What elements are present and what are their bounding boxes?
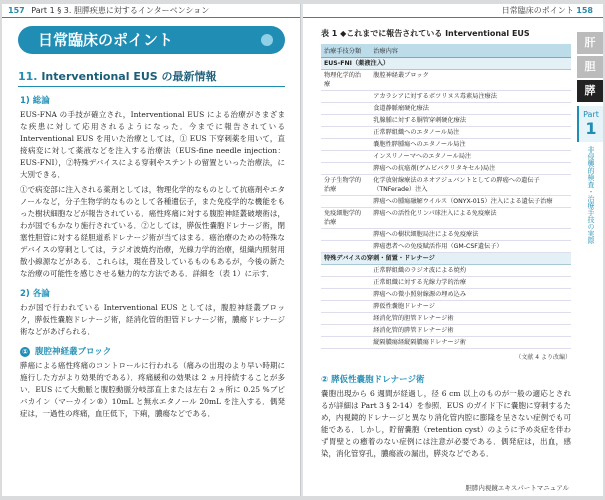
table-cell-content: 膵癌患者への免疫賦活作用（GM-CSF遺伝子） [370, 241, 571, 253]
table-header-category: 治療手技分類 [321, 44, 370, 58]
table-row [321, 70, 571, 91]
part-tab [577, 106, 603, 142]
banner-deco [261, 34, 273, 46]
part-label: Part [583, 110, 599, 119]
table-cell-category [321, 229, 370, 241]
paragraph-pseudocyst: 嚢胞出現から 6 週間が経過し，径 6 cm 以上のものが一般の適応とされるが詳細は Part 3 § 2-14）を参照．EUS のガイド下に嚢胞に穿刺するため，内視鏡的ドレナージと異なり消化管内腔に膨隆を呈さない症例でも可能である．しかし，貯留嚢胞（retention cyst）のように予め炎症を伴わず胃壁との癒着のない症例には注意が必要である．偶発症は，出血，感染，消化管穿孔，膿瘍液の漏出，膵炎などである． [321, 389, 571, 458]
table-cell-category [321, 325, 370, 337]
part-number: 1 [585, 119, 597, 138]
table-row [321, 229, 571, 241]
banner-title: 日常臨床のポイント [38, 31, 174, 49]
table-cell-content: 乳腺腫に対する胴管穿刺硬化療法 [370, 115, 571, 127]
table-body [321, 58, 571, 349]
table-row [321, 337, 571, 349]
table-cell-content: 食道静脈瘤硬化療法 [370, 103, 571, 115]
right-page-number: 158 [576, 6, 593, 15]
table-row [321, 301, 571, 313]
table-header-content: 治療内容 [370, 44, 571, 58]
table-row [321, 208, 571, 229]
table-cell-category [321, 337, 370, 349]
item-number-2: ② [321, 375, 329, 385]
table-cell-content: インスリノーマへのエタノール局注 [370, 151, 571, 163]
table-group-label: 特殊デバイスの穿刺・留置・ドレナージ [321, 253, 571, 265]
table-row [321, 151, 571, 163]
paragraph-celiac-block: 膵癌による癌性疼痛のコントロールに行われる（痛みの出現のより早い時期に施行した方がより効果的である）．疼痛緩和の効果は 2 ヵ月持続することが多い．EUS にて大動脈と腹腔動脈分岐部直上または左右 2 ヵ所に 0.25 %ブピバカイン（マーカイン®）10mL と無水エタノール 20mL を注入する．偶発症は，一過性の疼痛，血圧低下，下痢，膿瘍などである． [20, 361, 285, 418]
table-cell-category [321, 289, 370, 301]
table-cell-content: 嚢胞性膵腫瘍へのエタノール局注 [370, 139, 571, 151]
table-title: 表 1 ◆これまでに報告されている Interventional EUS [321, 29, 530, 38]
left-page-number: 157 [8, 6, 25, 15]
book-footer: 胆膵内視鏡エキスパートマニュアル [465, 484, 569, 492]
item-title-1: 腹腔神経叢ブロック [34, 347, 112, 357]
table-cell-content: 化学放射線療法のネオアジュバントとしての膵癌への遺伝子（TNFerade）注入 [370, 175, 571, 196]
table-row [321, 175, 571, 196]
table-cell-category: 免疫細胞学的治療 [321, 208, 370, 229]
table-cell-category [321, 265, 370, 277]
section-number: 11. [18, 70, 38, 83]
table-cell-content: 膵仮性嚢胞ドレナージ [370, 301, 571, 313]
table-cell-content: 膵癌への樹状細胞局注による免疫療法 [370, 229, 571, 241]
table-row [321, 163, 571, 175]
table-cell-content: 経消化管的胆管ドレナージ術 [370, 313, 571, 325]
table-cell-category [321, 196, 370, 208]
table-group-row [321, 58, 571, 70]
chapter-banner [18, 26, 285, 54]
table-cell-category [321, 301, 370, 313]
item-number-1: ① [20, 347, 30, 357]
table-cell-content: 正常組織に対する光線力学的治療 [370, 277, 571, 289]
paragraph-details: わが国で行われている Interventional EUS としては，腹腔神経叢ブロック，膵仮性嚢胞ドレナージ術，経消化管的胆管ドレナージ術，膿瘍ドレナージ術などがあげられる． [20, 303, 285, 336]
left-running-head-text: Part 1 § 3. 胆膵疾患に対するインターベンション [31, 6, 210, 15]
table-cell-category [321, 313, 370, 325]
item-heading-celiac-block [20, 345, 285, 357]
table-cell-content: 膵癌への微小照射線源の埋め込み [370, 289, 571, 301]
table-group-label: EUS-FNI（薬液注入） [321, 58, 571, 70]
tab-pancreas[interactable]: 膵 [577, 80, 603, 102]
right-page [303, 4, 603, 496]
table-cell-category [321, 241, 370, 253]
table-cell-category [321, 139, 370, 151]
table-cell-category [321, 103, 370, 115]
table-cell-content: 膵癌への抗癌剤(ゲムビバクリタキセル)局注 [370, 163, 571, 175]
table-row [321, 277, 571, 289]
subheading-details: 2) 各論 [20, 289, 50, 299]
table-row [321, 313, 571, 325]
table-cell-content: 腹腔神経叢ブロック [370, 70, 571, 91]
table-source: （文献 4 より改編） [515, 354, 571, 361]
thumb-index [577, 32, 603, 244]
table-group-row [321, 253, 571, 265]
table-cell-category [321, 91, 370, 103]
table-row [321, 115, 571, 127]
subheading-overview: 1) 総論 [20, 96, 50, 106]
table-cell-content: 正常膵組織のラジオ波による焼灼 [370, 265, 571, 277]
paragraph-overview-2: ①で病変部に注入される薬剤としては，物理化学的なものとして抗癌剤やエタノールなど，分子生物学的なものとして各種遺伝子，また免疫学的な機能をもった樹状細胞などが報告されている．癌性疼痛に対する腹腔神経叢破壊術は，わが国でもかなり施行されている．②としては，膵仮性嚢胞ドレナージ術，閉塞性胆管に対する経胆道系ドレナージ術が当てはまる．癌治療のための特殊なデバイスの穿刺としては，ラジオ波焼灼治療，光線力学的治療，組織内照射用散小線源などがある．これらは，現在普及しているものもあるが，今後の新たな治療の可能性を感じさせる魅力的な方法である．詳細を（表 1）に示す． [20, 185, 285, 278]
table-cell-category: 分子生物学的治療 [321, 175, 370, 196]
table-row [321, 325, 571, 337]
tab-biliary[interactable]: 胆 [577, 56, 603, 78]
table-row [321, 127, 571, 139]
table-cell-content: 正常膵組織へのエタノール局注 [370, 127, 571, 139]
table-cell-category [321, 277, 370, 289]
table-cell-category [321, 115, 370, 127]
table-row [321, 139, 571, 151]
interventional-eus-table [321, 44, 571, 349]
tab-liver[interactable]: 肝 [577, 32, 603, 54]
table-cell-category [321, 163, 370, 175]
right-running-head [303, 4, 603, 18]
table-cell-content: 膵癌への腫瘍融解ウイルス（ONYX-015）注入による遺伝子治療 [370, 196, 571, 208]
table-row [321, 196, 571, 208]
table-cell-category: 物理化学的治療 [321, 70, 370, 91]
table-cell-content: アカラシアに対するボツリヌス毒素局注療法 [370, 91, 571, 103]
table-cell-content: 縦隔膿瘍経縦隔膿瘍ドレナージ術 [370, 337, 571, 349]
table-row [321, 241, 571, 253]
table-cell-content: 経消化管的膵管ドレナージ術 [370, 325, 571, 337]
item-heading-pseudocyst [321, 373, 571, 385]
table-cell-content: 膵癌への活性化リンパ球注入による免疫療法 [370, 208, 571, 229]
item-title-2: 膵仮性嚢胞ドレナージ術 [331, 375, 425, 385]
paragraph-overview-1: EUS-FNA の手技が確立され，Interventional EUS による治療がさまざまな疾患に対して応用されるようになった．今までに報告されている Interventional EUS を用いた治療としては，① EUS 下穿刺薬を用いて，直接病変に対して薬液などを注入する治療法（EUS-fine needle injection：EUS-FNI），②特殊デバイスによる穿刺やステントの留置といった治療法，に大別できる． [20, 110, 285, 179]
left-page [2, 4, 302, 496]
part-vertical-title: 非侵襲的検査・治療手技の実際 [587, 146, 595, 244]
table-row [321, 91, 571, 103]
table-row [321, 265, 571, 277]
left-running-head [2, 4, 301, 18]
right-running-head-text: 日常臨床のポイント [501, 6, 574, 15]
table-row [321, 103, 571, 115]
table-cell-category [321, 151, 370, 163]
table-cell-category [321, 127, 370, 139]
section-heading [18, 68, 285, 87]
section-title: Interventional EUS の最新情報 [41, 70, 217, 83]
table-row [321, 289, 571, 301]
